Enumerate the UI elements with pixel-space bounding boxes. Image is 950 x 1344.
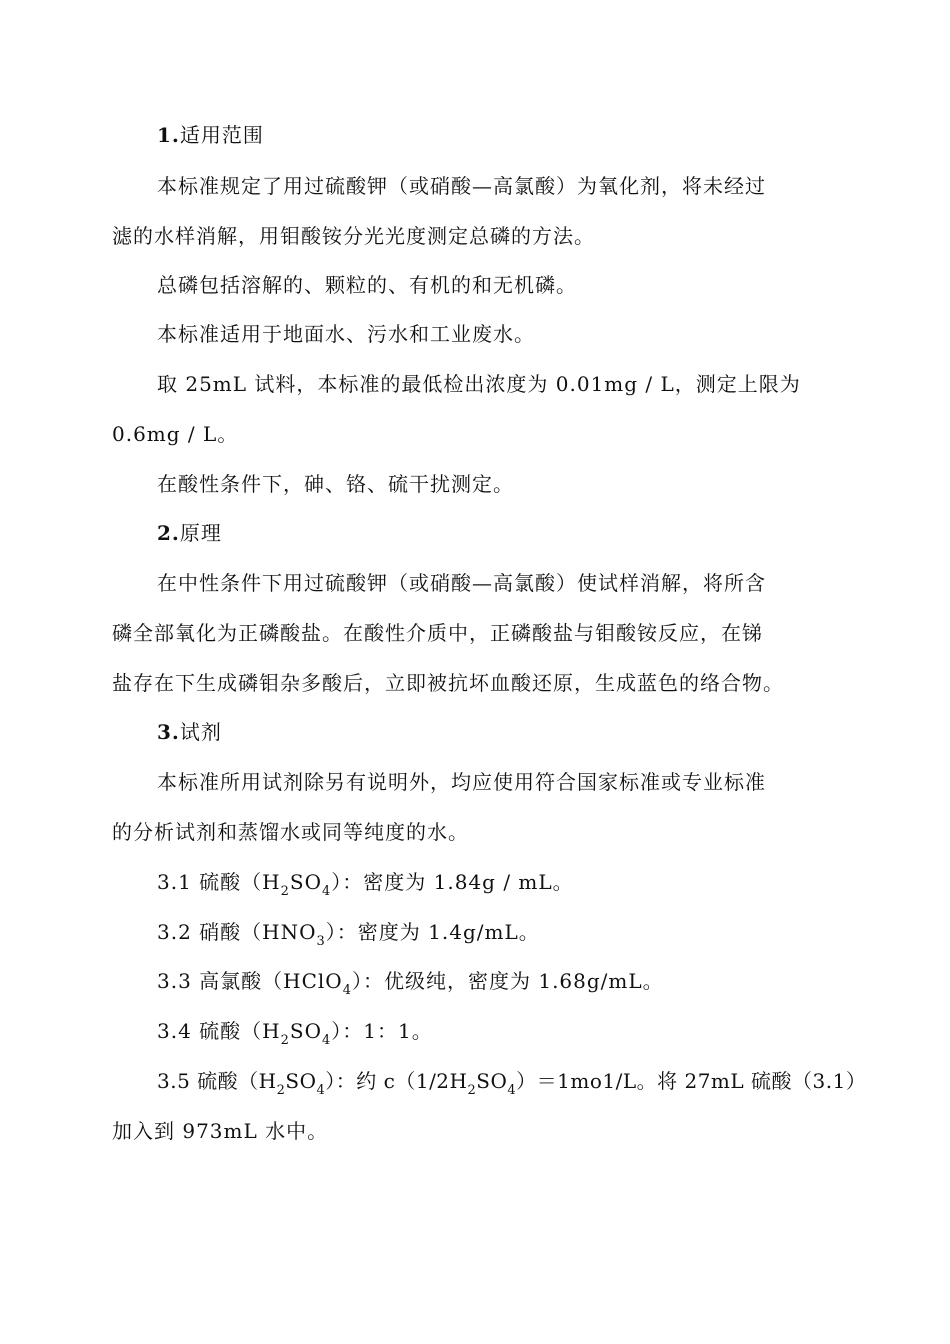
text-run: ）：密度为 1.84g / mL。: [331, 870, 574, 894]
paragraph-line: 0.6mg / L。: [112, 422, 239, 446]
paragraph-line: 取 25mL 试料，本标准的最低检出浓度为 0.01mg / L，测定上限为: [157, 372, 801, 396]
paragraph-line: 总磷包括溶解的、颗粒的、有机的和无机磷。: [157, 273, 577, 297]
subscript: 3: [316, 934, 326, 949]
subscript: 2: [280, 1033, 290, 1048]
subscript: 4: [342, 983, 352, 998]
reagent-item-3-3: [157, 966, 857, 996]
text-run: 3.3 高氯酸（HClO: [157, 969, 343, 993]
reagent-item-3-1: [157, 867, 857, 897]
section-3-number: 3.: [157, 720, 180, 744]
text-run: 3.1 硫酸（H: [157, 870, 281, 894]
paragraph-line: 加入到 973mL 水中。: [112, 1119, 329, 1143]
section-3-heading: [157, 717, 857, 747]
subscript: 2: [467, 1083, 477, 1098]
paragraph-line: 本标准规定了用过硫酸钾（或硝酸—高氯酸）为氧化剂，将未经过: [157, 174, 766, 198]
paragraph-line: 在中性条件下用过硫酸钾（或硝酸—高氯酸）使试样消解，将所含: [157, 571, 766, 595]
reagent-item-3-4: [157, 1016, 857, 1046]
section-2-title: 原理: [179, 521, 222, 545]
subscript: 2: [280, 884, 290, 899]
section-1-heading: [157, 120, 857, 150]
paragraph-line: 滤的水样消解，用钼酸铵分光光度测定总磷的方法。: [112, 224, 595, 248]
paragraph-line: 在酸性条件下，砷、铬、硫干扰测定。: [157, 472, 514, 496]
text-run: SO: [289, 870, 322, 894]
reagent-item-3-2: [157, 917, 857, 947]
paragraph-line: 本标准所用试剂除另有说明外，均应使用符合国家标准或专业标准: [157, 770, 766, 794]
section-1-title: 适用范围: [179, 123, 264, 147]
text-run: 3.4 硫酸（H: [157, 1019, 281, 1043]
reagent-item-3-5: [157, 1066, 867, 1098]
section-2-heading: [157, 518, 857, 548]
text-run: ）：1：1。: [331, 1019, 433, 1043]
section-1-number: 1.: [157, 123, 180, 147]
text-run: ）：优级纯，密度为 1.68g/mL。: [351, 969, 664, 993]
text-run: ）：约 c（1/2H: [325, 1069, 468, 1093]
paragraph-line: 盐存在下生成磷钼杂多酸后，立即被抗坏血酸还原，生成蓝色的络合物。: [112, 671, 784, 695]
text-run: SO: [476, 1069, 508, 1093]
text-run: 3.5 硫酸（H: [157, 1069, 277, 1093]
text-run: SO: [285, 1069, 317, 1093]
text-run: SO: [289, 1019, 322, 1043]
subscript: 4: [322, 1033, 332, 1048]
subscript: 4: [316, 1083, 326, 1098]
paragraph-line: 本标准适用于地面水、污水和工业废水。: [157, 322, 535, 346]
text-run: ）＝1mo1/L。将 27mL 硫酸（3.1）: [516, 1069, 867, 1093]
subscript: 2: [276, 1083, 286, 1098]
subscript: 4: [507, 1083, 517, 1098]
section-3-title: 试剂: [179, 720, 222, 744]
text-run: ）：密度为 1.4g/mL。: [325, 920, 540, 944]
paragraph-line: 的分析试剂和蒸馏水或同等纯度的水。: [112, 820, 469, 844]
section-2-number: 2.: [157, 521, 180, 545]
subscript: 4: [322, 884, 332, 899]
text-run: 3.2 硝酸（HNO: [157, 920, 317, 944]
paragraph-line: 磷全部氧化为正磷酸盐。在酸性介质中，正磷酸盐与钼酸铵反应，在锑: [112, 621, 763, 645]
